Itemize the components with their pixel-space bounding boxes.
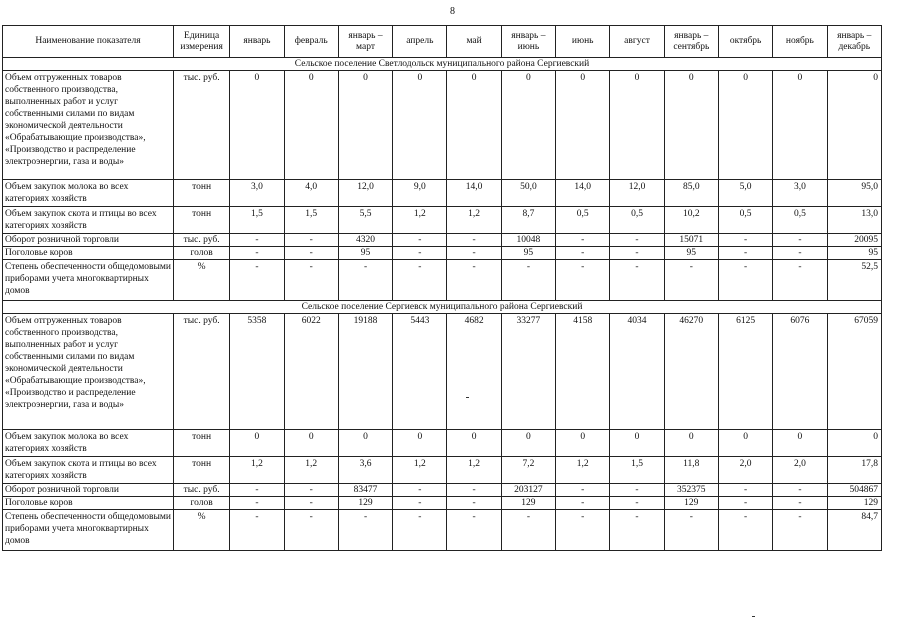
value-cell: 95 bbox=[827, 247, 881, 260]
value-cell: 203127 bbox=[501, 484, 555, 497]
value-cell: 83477 bbox=[338, 484, 392, 497]
value-cell: 20095 bbox=[827, 234, 881, 247]
value-cell: 5,0 bbox=[718, 180, 772, 207]
value-cell: - bbox=[610, 260, 664, 301]
value-cell: 129 bbox=[338, 497, 392, 510]
table-row bbox=[3, 430, 882, 457]
col-header-feb: февраль bbox=[284, 26, 338, 58]
indicator-unit: тыс. руб. bbox=[173, 234, 229, 247]
value-cell: 0,5 bbox=[610, 207, 664, 234]
value-cell: - bbox=[773, 497, 827, 510]
value-cell: 14,0 bbox=[447, 180, 501, 207]
header-row bbox=[3, 26, 882, 58]
value-cell: - bbox=[284, 260, 338, 301]
value-cell: - bbox=[393, 247, 447, 260]
col-header-name: Наименование показателя bbox=[3, 26, 174, 58]
value-cell: 129 bbox=[501, 497, 555, 510]
value-cell: 0 bbox=[230, 430, 284, 457]
value-cell: 2,0 bbox=[718, 457, 772, 484]
value-cell: - bbox=[393, 484, 447, 497]
value-cell: 50,0 bbox=[501, 180, 555, 207]
value-cell: 12,0 bbox=[338, 180, 392, 207]
value-cell: - bbox=[556, 260, 610, 301]
value-cell: 0 bbox=[664, 71, 718, 180]
value-cell: 85,0 bbox=[664, 180, 718, 207]
value-cell: - bbox=[773, 484, 827, 497]
value-cell: 33277 bbox=[501, 314, 555, 430]
value-cell: 129 bbox=[664, 497, 718, 510]
value-cell: - bbox=[393, 510, 447, 551]
value-cell: 0 bbox=[501, 71, 555, 180]
section-header-row bbox=[3, 301, 882, 314]
value-cell: 2,0 bbox=[773, 457, 827, 484]
value-cell: 0 bbox=[610, 430, 664, 457]
value-cell: - bbox=[230, 247, 284, 260]
col-header-9m: январь – сентябрь bbox=[664, 26, 718, 58]
value-cell: 4682 bbox=[447, 314, 501, 430]
value-cell: 4158 bbox=[556, 314, 610, 430]
value-cell: 0,5 bbox=[556, 207, 610, 234]
value-cell: 12,0 bbox=[610, 180, 664, 207]
col-header-nov: ноябрь bbox=[773, 26, 827, 58]
value-cell: 0 bbox=[610, 71, 664, 180]
table-row bbox=[3, 314, 882, 430]
value-cell: - bbox=[718, 497, 772, 510]
indicator-name: Объем закупок молока во всех категориях хозяйств bbox=[3, 180, 174, 207]
col-header-oct: октябрь bbox=[718, 26, 772, 58]
indicator-unit: тыс. руб. bbox=[173, 484, 229, 497]
value-cell: - bbox=[338, 260, 392, 301]
value-cell: - bbox=[284, 510, 338, 551]
value-cell: 0 bbox=[773, 430, 827, 457]
value-cell: 129 bbox=[827, 497, 881, 510]
value-cell: - bbox=[718, 234, 772, 247]
value-cell: 9,0 bbox=[393, 180, 447, 207]
table-row bbox=[3, 497, 882, 510]
value-cell: - bbox=[284, 484, 338, 497]
value-cell: 1,2 bbox=[556, 457, 610, 484]
value-cell: 1,5 bbox=[610, 457, 664, 484]
value-cell: - bbox=[556, 484, 610, 497]
table-row bbox=[3, 207, 882, 234]
indicator-unit: % bbox=[173, 260, 229, 301]
value-cell: - bbox=[664, 260, 718, 301]
indicator-unit: тонн bbox=[173, 180, 229, 207]
value-cell: 95 bbox=[501, 247, 555, 260]
value-cell: 4320 bbox=[338, 234, 392, 247]
value-cell: 10048 bbox=[501, 234, 555, 247]
table-row bbox=[3, 260, 882, 301]
value-cell: 0 bbox=[773, 71, 827, 180]
value-cell: 17,8 bbox=[827, 457, 881, 484]
value-cell: - bbox=[447, 510, 501, 551]
value-cell: - bbox=[284, 247, 338, 260]
col-header-unit: Единица измерения bbox=[173, 26, 229, 58]
indicator-name: Объем закупок скота и птицы во всех категориях хозяйств bbox=[3, 457, 174, 484]
value-cell: 14,0 bbox=[556, 180, 610, 207]
value-cell: - bbox=[556, 247, 610, 260]
table-row bbox=[3, 180, 882, 207]
value-cell: 352375 bbox=[664, 484, 718, 497]
value-cell: 3,6 bbox=[338, 457, 392, 484]
table-row bbox=[3, 510, 882, 551]
col-header-q1: январь – март bbox=[338, 26, 392, 58]
indicator-name: Оборот розничной торговли bbox=[3, 484, 174, 497]
table-row bbox=[3, 71, 882, 180]
value-cell: 13,0 bbox=[827, 207, 881, 234]
indicator-unit: тонн bbox=[173, 207, 229, 234]
value-cell: - bbox=[447, 497, 501, 510]
table-row bbox=[3, 457, 882, 484]
value-cell: 1,5 bbox=[284, 207, 338, 234]
indicator-name: Поголовье коров bbox=[3, 497, 174, 510]
value-cell: 1,2 bbox=[284, 457, 338, 484]
value-cell: 1,2 bbox=[447, 207, 501, 234]
indicator-unit: тонн bbox=[173, 430, 229, 457]
value-cell: - bbox=[393, 234, 447, 247]
value-cell: 0 bbox=[284, 430, 338, 457]
value-cell: 0,5 bbox=[773, 207, 827, 234]
value-cell: - bbox=[284, 234, 338, 247]
value-cell: 0 bbox=[230, 71, 284, 180]
value-cell: 95 bbox=[338, 247, 392, 260]
value-cell: - bbox=[447, 234, 501, 247]
value-cell: - bbox=[501, 260, 555, 301]
table-row bbox=[3, 247, 882, 260]
value-cell: 0 bbox=[447, 430, 501, 457]
value-cell: 0 bbox=[501, 430, 555, 457]
value-cell: 67059 bbox=[827, 314, 881, 430]
value-cell: - bbox=[284, 497, 338, 510]
value-cell: 5,5 bbox=[338, 207, 392, 234]
value-cell: - bbox=[230, 484, 284, 497]
value-cell: - bbox=[556, 497, 610, 510]
value-cell: 0 bbox=[664, 430, 718, 457]
col-header-apr: апрель bbox=[393, 26, 447, 58]
value-cell: 6076 bbox=[773, 314, 827, 430]
value-cell: 0 bbox=[338, 430, 392, 457]
indicators-table bbox=[2, 25, 882, 551]
value-cell: 0 bbox=[718, 71, 772, 180]
value-cell: - bbox=[230, 497, 284, 510]
value-cell: - bbox=[501, 510, 555, 551]
value-cell: 504867 bbox=[827, 484, 881, 497]
indicator-name: Оборот розничной торговли bbox=[3, 234, 174, 247]
value-cell: - bbox=[393, 260, 447, 301]
value-cell: - bbox=[230, 510, 284, 551]
value-cell: - bbox=[610, 510, 664, 551]
value-cell: 95 bbox=[664, 247, 718, 260]
value-cell: - bbox=[773, 247, 827, 260]
col-header-may: май bbox=[447, 26, 501, 58]
col-header-jan: январь bbox=[230, 26, 284, 58]
value-cell: - bbox=[773, 260, 827, 301]
value-cell: - bbox=[230, 260, 284, 301]
value-cell: 0 bbox=[393, 71, 447, 180]
value-cell: 0 bbox=[447, 71, 501, 180]
section-title: Сельское поселение Сергиевск муниципального района Сергиевский bbox=[3, 301, 882, 314]
col-header-h1: январь – июнь bbox=[501, 26, 555, 58]
value-cell: - bbox=[773, 510, 827, 551]
value-cell: 1,2 bbox=[447, 457, 501, 484]
value-cell: 0 bbox=[556, 71, 610, 180]
value-cell: 4,0 bbox=[284, 180, 338, 207]
value-cell: 0 bbox=[556, 430, 610, 457]
value-cell: 1,2 bbox=[393, 457, 447, 484]
value-cell: - bbox=[447, 247, 501, 260]
value-cell: 1,5 bbox=[230, 207, 284, 234]
value-cell: - bbox=[556, 510, 610, 551]
value-cell: 15071 bbox=[664, 234, 718, 247]
value-cell: 6022 bbox=[284, 314, 338, 430]
value-cell: 0 bbox=[284, 71, 338, 180]
table-row bbox=[3, 484, 882, 497]
value-cell: 0 bbox=[393, 430, 447, 457]
col-header-jun: июнь bbox=[556, 26, 610, 58]
indicator-name: Объем отгруженных товаров собственного производства, выполненных работ и услуг собственными силами по видам экономической деятельности «Обрабатывающие производства», «Производство и распределение электроэнергии, газа и воды» bbox=[3, 314, 174, 430]
value-cell: - bbox=[773, 234, 827, 247]
section-title: Сельское поселение Светлодольск муниципального района Сергиевский bbox=[3, 58, 882, 71]
col-header-year: январь – декабрь bbox=[827, 26, 881, 58]
page-number: 8 bbox=[450, 6, 455, 17]
value-cell: - bbox=[718, 510, 772, 551]
value-cell: 3,0 bbox=[230, 180, 284, 207]
indicator-name: Объем закупок молока во всех категориях хозяйств bbox=[3, 430, 174, 457]
value-cell: 7,2 bbox=[501, 457, 555, 484]
value-cell: 4034 bbox=[610, 314, 664, 430]
value-cell: 84,7 bbox=[827, 510, 881, 551]
value-cell: 1,2 bbox=[230, 457, 284, 484]
value-cell: 5358 bbox=[230, 314, 284, 430]
value-cell: 0 bbox=[718, 430, 772, 457]
col-header-aug: август bbox=[610, 26, 664, 58]
indicator-unit: тыс. руб. bbox=[173, 314, 229, 430]
value-cell: 95,0 bbox=[827, 180, 881, 207]
value-cell: - bbox=[610, 247, 664, 260]
indicator-unit: голов bbox=[173, 247, 229, 260]
value-cell: 0 bbox=[827, 430, 881, 457]
value-cell: 46270 bbox=[664, 314, 718, 430]
indicator-name: Поголовье коров bbox=[3, 247, 174, 260]
value-cell: 6125 bbox=[718, 314, 772, 430]
value-cell: - bbox=[556, 234, 610, 247]
table-row bbox=[3, 234, 882, 247]
value-cell: - bbox=[718, 484, 772, 497]
section-header-row bbox=[3, 58, 882, 71]
value-cell: - bbox=[664, 510, 718, 551]
value-cell: 1,2 bbox=[393, 207, 447, 234]
indicator-name: Степень обеспеченности общедомовыми приборами учета многоквартирных домов bbox=[3, 260, 174, 301]
value-cell: 19188 bbox=[338, 314, 392, 430]
value-cell: - bbox=[338, 510, 392, 551]
value-cell: - bbox=[610, 234, 664, 247]
indicator-name: Степень обеспеченности общедомовыми приборами учета многоквартирных домов bbox=[3, 510, 174, 551]
indicator-name: Объем закупок скота и птицы во всех категориях хозяйств bbox=[3, 207, 174, 234]
value-cell: 11,8 bbox=[664, 457, 718, 484]
indicator-unit: % bbox=[173, 510, 229, 551]
value-cell: - bbox=[610, 484, 664, 497]
indicator-unit: голов bbox=[173, 497, 229, 510]
scan-mark bbox=[466, 397, 469, 398]
value-cell: 0,5 bbox=[718, 207, 772, 234]
value-cell: 10,2 bbox=[664, 207, 718, 234]
value-cell: 0 bbox=[338, 71, 392, 180]
value-cell: - bbox=[393, 497, 447, 510]
value-cell: - bbox=[447, 484, 501, 497]
value-cell: - bbox=[610, 497, 664, 510]
value-cell: - bbox=[718, 247, 772, 260]
value-cell: - bbox=[447, 260, 501, 301]
value-cell: - bbox=[718, 260, 772, 301]
value-cell: 0 bbox=[827, 71, 881, 180]
value-cell: - bbox=[230, 234, 284, 247]
indicator-unit: тыс. руб. bbox=[173, 71, 229, 180]
indicator-name: Объем отгруженных товаров собственного производства, выполненных работ и услуг собственными силами по видам экономической деятельности «Обрабатывающие производства», «Производство и распределение электроэнергии, газа и воды» bbox=[3, 71, 174, 180]
value-cell: 5443 bbox=[393, 314, 447, 430]
value-cell: 3,0 bbox=[773, 180, 827, 207]
value-cell: 52,5 bbox=[827, 260, 881, 301]
value-cell: 8,7 bbox=[501, 207, 555, 234]
indicator-unit: тонн bbox=[173, 457, 229, 484]
scan-mark bbox=[752, 616, 755, 617]
